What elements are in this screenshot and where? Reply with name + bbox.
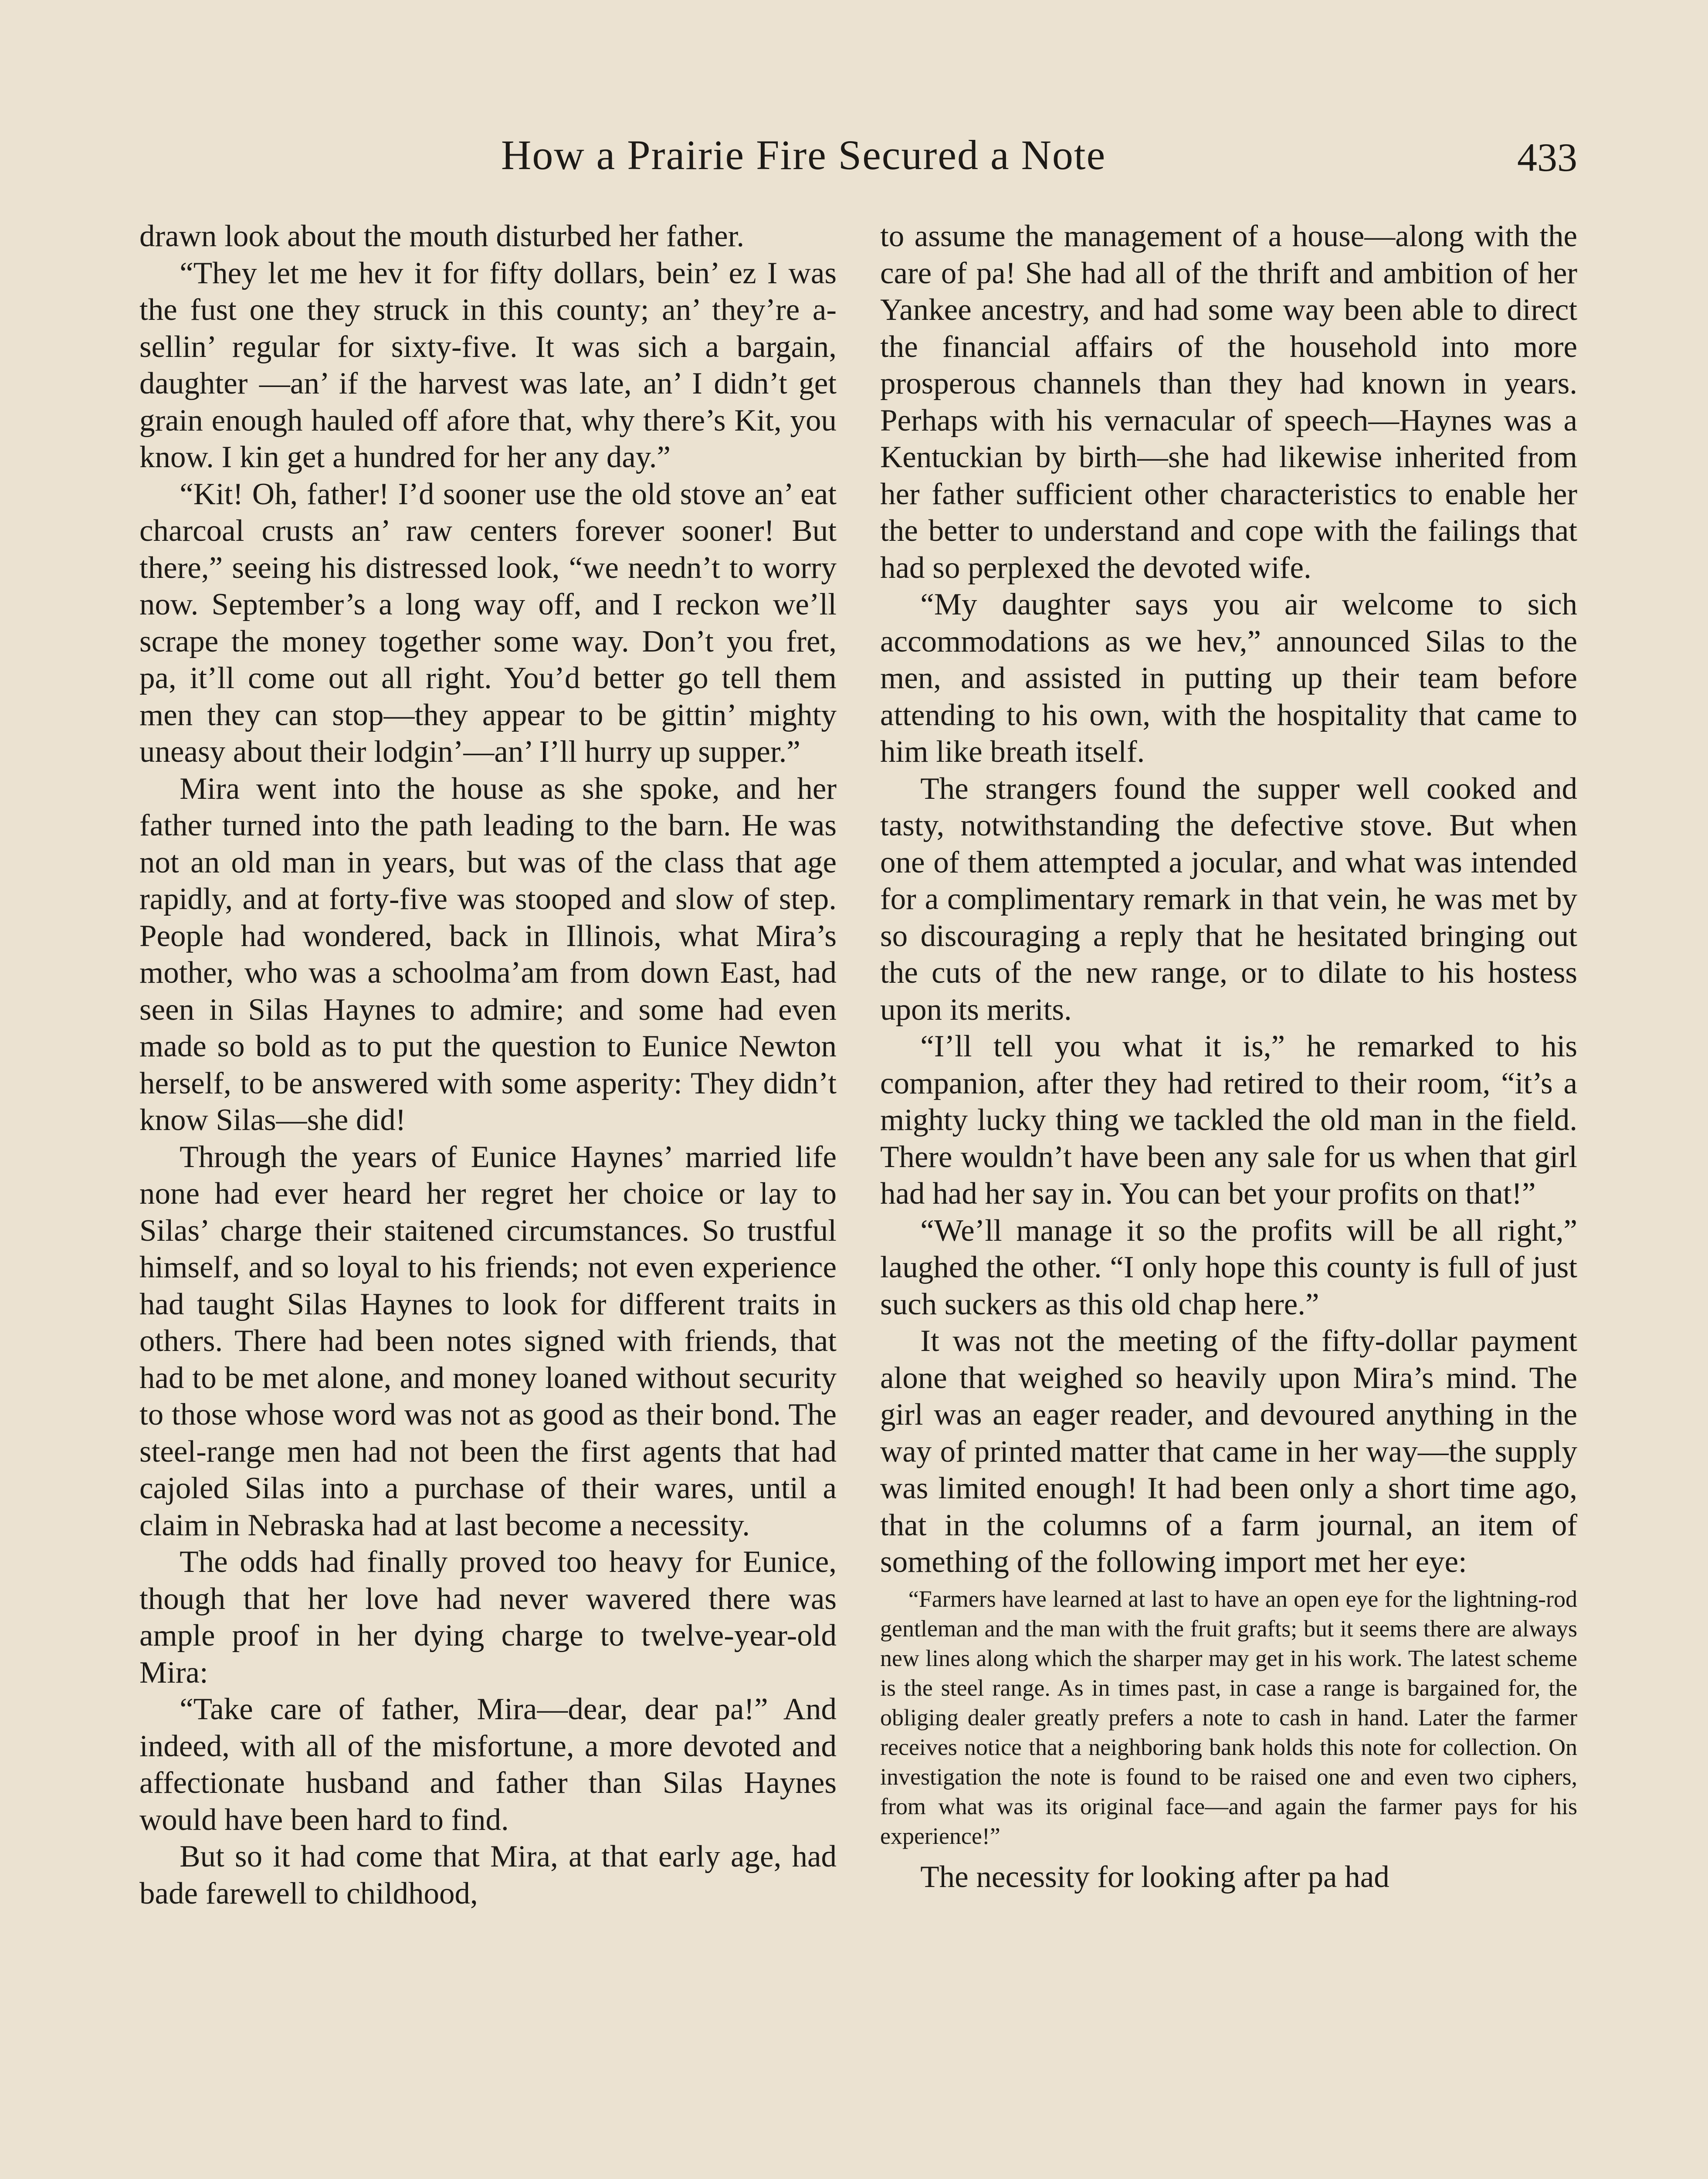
paragraph: “I’ll tell you what it is,” he remarked to his companion, after they had retired to their room, “it’s a mighty lucky thing we tackled the old man in the field. There wouldn’t have been any sale for us when that girl had had her say in. You can bet your profits on that!” [880, 1029, 1577, 1211]
page-number: 433 [1517, 135, 1577, 180]
quoted-excerpt: “Farmers have learned at last to have an open eye for the lightning-rod gentleman and the man with the fruit grafts; but it seems there are always new lines along which the sharper may get in his work. The latest scheme is the steel range. As in times past, in case a range is bargained for, the obliging dealer greatly prefers a note to cash in hand. Later the farmer receives notice that a neighboring bank holds this note for collection. On investigation the note is found to be raised one and even two ciphers, from what was its original face—and again the farmer pays for his experience!” [880, 1585, 1577, 1849]
paragraph: “My daughter says you air welcome to sich accommodations as we hev,” announced Silas to the men, and assisted in putting up their team before attending to his own, with the hospitality that came to him like breath itself. [880, 587, 1577, 769]
paragraph: Mira went into the house as she spoke, and her father turned into the path leading to the barn. He was not an old man in years, but was of the class that age rapidly, and at forty-five was stooped and slow of step. People had wondered, back in Illinois, what Mira’s mother, who was a schoolma’am from down East, had seen in Silas Haynes to admire; and some had even made so bold as to put the question to Eunice Newton herself, to be answered with some asperity: They didn’t know Silas—she did! [139, 771, 837, 1137]
paragraph: to assume the management of a house—along with the care of pa! She had all of the thrift and ambition of her Yankee ancestry, and had some way been able to direct the financial affairs of the household into more prosperous channels than they had known in years. Perhaps with his vernacular of speech—Haynes was a Kentuckian by birth—she had likewise inherited from her father sufficient other characteristics to enable her the better to understand and cope with the failings that had so perplexed the devoted wife. [880, 219, 1577, 585]
paragraph: It was not the meeting of the fifty-dollar payment alone that weighed so heavily upon Mira’s mind. The girl was an eager reader, and devoured anything in the way of printed matter that came in her way—the supply was limited enough! It had been only a short time ago, that in the columns of a farm journal, an item of something of the following import met her eye: [880, 1324, 1577, 1579]
paragraph: drawn look about the mouth disturbed her father. [139, 219, 745, 253]
left-column [139, 218, 837, 1912]
paragraph: But so it had come that Mira, at that early age, had bade farewell to childhood, [139, 1840, 837, 1911]
paragraph: “They let me hev it for fifty dollars, bein’ ez I was the fust one they struck in this county; an’ they’re a-sellin’ regular for sixty-five. It was sich a bargain, daughter —an’ if the harvest was late, an’ I didn’t get grain enough hauled off afore that, why there’s Kit, you know. I kin get a hundred for her any day.” [139, 256, 837, 474]
paragraph: Through the years of Eunice Haynes’ married life none had ever heard her regret her choice or lay to Silas’ charge their staitened circumstances. So trustful himself, and so loyal to his friends; not even experience had taught Silas Haynes to look for different traits in others. There had been notes signed with friends, that had to be met alone, and money loaned without security to those whose word was not as good as their bond. The steel-range men had not been the first agents that had cajoled Silas into a purchase of their wares, until a claim in Nebraska had at last become a necessity. [139, 1140, 837, 1542]
paragraph: “Take care of father, Mira—dear, dear pa!” And indeed, with all of the misfortune, a more devoted and affectionate husband and father than Silas Haynes would have been hard to find. [139, 1692, 837, 1837]
right-column [880, 218, 1577, 1895]
page-header [131, 131, 1577, 187]
paragraph: “Kit! Oh, father! I’d sooner use the old stove an’ eat charcoal crusts an’ raw centers forever sooner! But there,” seeing his distressed look, “we needn’t to worry now. September’s a long way off, and I reckon we’ll scrape the money together some way. Don’t you fret, pa, it’ll come out all right. You’d better go tell them men they can stop—they appear to be gittin’ mighty uneasy about their lodgin’—an’ I’ll hurry up supper.” [139, 477, 837, 769]
paragraph: The odds had finally proved too heavy for Eunice, though that her love had never wavered there was ample proof in her dying charge to twelve-year-old Mira: [139, 1545, 837, 1690]
paragraph: The necessity for looking after pa had [920, 1860, 1389, 1894]
paragraph: The strangers found the supper well cooked and tasty, notwithstanding the defective stove. But when one of them attempted a jocular, and what was intended for a complimentary remark in that vein, he was met by so discouraging a reply that he hesitated bringing out the cuts of the new range, or to dilate to his hostess upon its merits. [880, 771, 1577, 1027]
running-title: How a Prairie Fire Secured a Note [501, 132, 1106, 178]
paragraph: “We’ll manage it so the profits will be all right,” laughed the other. “I only hope this county is full of just such suckers as this old chap here.” [880, 1213, 1577, 1321]
